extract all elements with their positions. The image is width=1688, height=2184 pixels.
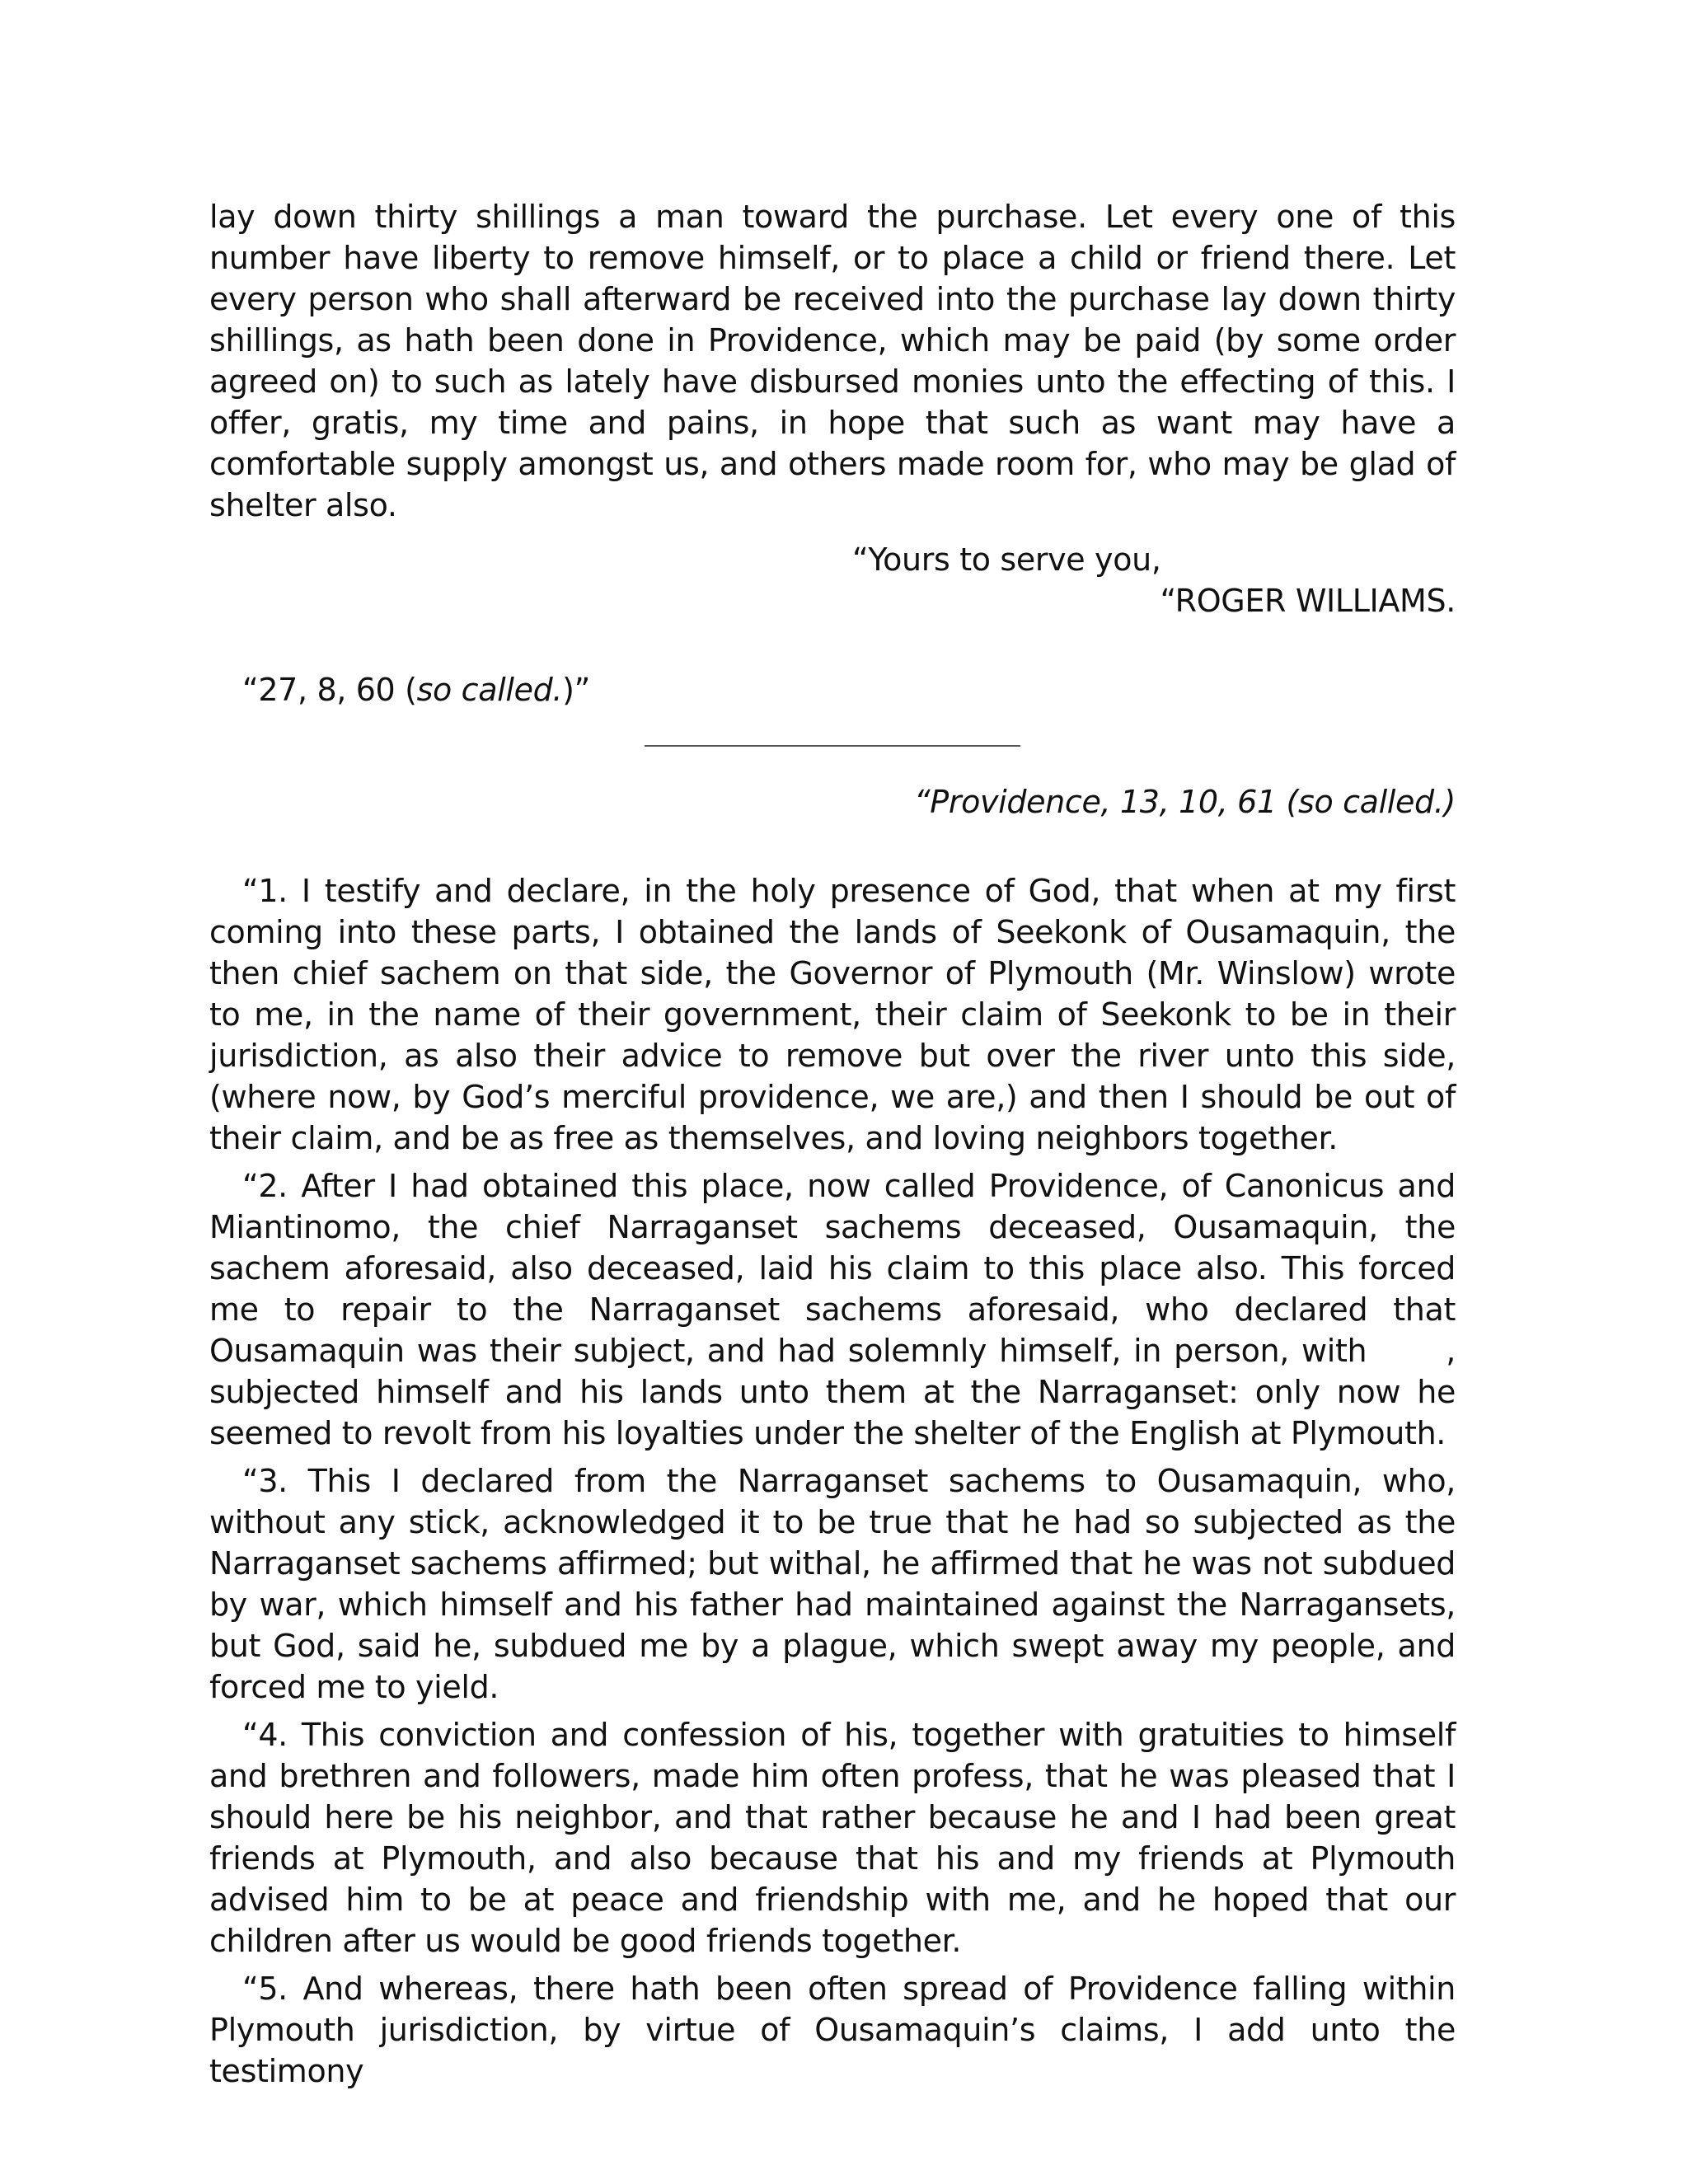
testimony-section-2-part-1: “2. After I had obtained this place, now called Providence, of Canonicus and Miantinomo, the chief Narraganset sachems deceased, Ousamaquin, the sachem aforesaid, also deceased, laid his claim to this place also. This forced me to repair to the Narraganset sachems aforesaid, who declared that Ousamaquin was their subject, and had solemnly himself, in person, with — [209, 1168, 1456, 1369]
letter-date-italic: so called. — [416, 672, 563, 708]
testimony-section-2 — [209, 1165, 1456, 1454]
testimony-section-1: “1. I testify and declare, in the holy presence of God, that when at my first coming into these parts, I obtained the lands of Seekonk of Ousamaquin, the then chief sachem on that side, the Governor of Plymouth (Mr. Winslow) wrote to me, in the name of their government, their claim of Seekonk to be in their jurisdiction, as also their advice to remove but over the river unto this side, (where now, by God’s merciful providence, we are,) and then I should be out of their claim, and be as free as themselves, and loving neighbors together. — [209, 873, 1456, 1156]
opening-paragraph: lay down thirty shillings a man toward the purchase. Let every one of this number have liberty to remove himself, or to place a child or friend there. Let every person who shall afterward be received into the purchase lay down thirty shillings, as hath been done in Providence, which may be paid (by some order agreed on) to such as lately have disbursed monies unto the effecting of this. I offer, gratis, my time and pains, in hope that such as want may have a comfortable supply amongst us, and others made room for, who may be glad of shelter also. — [209, 199, 1456, 523]
testimony-section-5: “5. And whereas, there hath been often spread of Providence falling within Plymouth jurisdiction, by virtue of Ousamaquin’s claims, I add unto the testimony — [209, 1971, 1456, 2089]
testimony-section-3: “3. This I declared from the Narraganset sachems to Ousamaquin, who, without any stick, acknowledged it to be true that he had so subjected as the Narraganset sachems affirmed; but withal, he affirmed that he was not subdued by war, which himself and his father had maintained against the Narragansets, but God, said he, subdued me by a plague, which swept away my people, and forced me to yield. — [209, 1463, 1456, 1705]
testimony-heading-text: “Providence, 13, 10, 61 (so called.) — [913, 784, 1456, 820]
testimony-section-4: “4. This conviction and confession of his, together with gratuities to himself and brethren and followers, made him often profess, that he was pleased that I should here be his neighbor, and that rather because he and I had been great friends at Plymouth, and also because that his and my friends at Plymouth advised him to be at peace and friendship with me, and he hoped that our children after us would be good friends together. — [209, 1717, 1456, 1959]
letter-date-prefix: “27, 8, 60 ( — [242, 672, 417, 708]
document-page — [209, 196, 1456, 2092]
letter-closing: “Yours to serve you, — [852, 541, 1161, 578]
testimony-section-2-part-2: , subjected himself and his lands unto them at the Narraganset: only now he seemed to revolt from his loyalties under the shelter of the English at Plymouth. — [209, 1333, 1456, 1451]
letter-date-suffix: )” — [562, 672, 590, 708]
section-divider — [645, 745, 1020, 747]
testimony-heading — [209, 781, 1456, 823]
letter-date — [209, 669, 1456, 710]
letter-signature: “ROGER WILLIAMS. — [1160, 583, 1456, 619]
